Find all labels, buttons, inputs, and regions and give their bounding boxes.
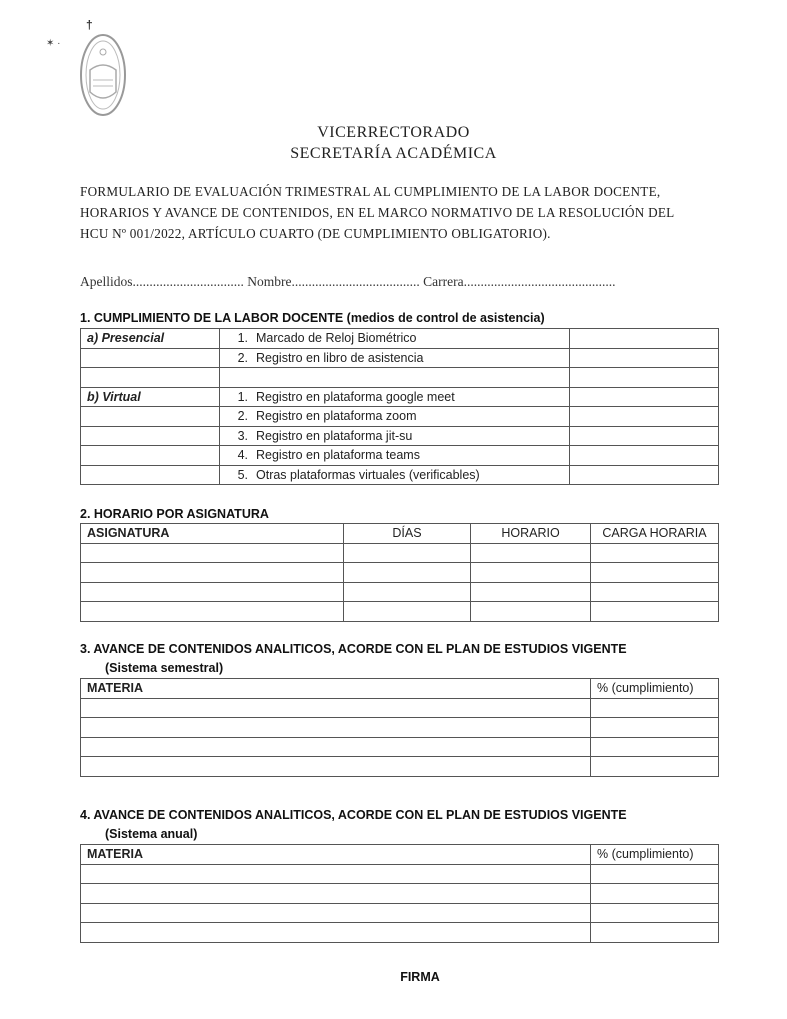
table-row (81, 387, 719, 407)
empty-cell (81, 407, 220, 427)
item-number: 4. (237, 448, 248, 463)
table-cell[interactable] (81, 923, 591, 943)
university-seal-icon (76, 30, 130, 120)
carrera-field[interactable]: ............................................. (463, 274, 616, 289)
item-number: 1. (237, 389, 248, 404)
item-text: Registro en plataforma google meet (256, 389, 455, 404)
form-title-line: FORMULARIO DE EVALUACIÓN TRIMESTRAL AL CUMPLIMIENTO DE LA LABOR DOCENTE, (80, 184, 661, 199)
form-title-line: HORARIOS Y AVANCE DE CONTENIDOS, EN EL MARCO NORMATIVO DE LA RESOLUCIÓN DEL (80, 205, 675, 220)
attendance-table (80, 328, 719, 485)
table-cell[interactable] (591, 737, 719, 757)
scan-mark: ✶ · (46, 38, 61, 49)
table-row (81, 582, 719, 602)
table-cell[interactable] (591, 563, 719, 583)
virtual-label (81, 387, 220, 407)
table-cell[interactable] (591, 757, 719, 777)
empty-cell (81, 348, 220, 368)
table-cell[interactable] (591, 884, 719, 904)
virtual-text: b) Virtual (87, 389, 141, 404)
column-header: MATERIA (81, 845, 591, 865)
empty-cell (81, 368, 220, 388)
column-header: HORARIO (471, 524, 591, 544)
item-text: Registro en plataforma teams (256, 448, 420, 463)
item-number: 5. (237, 467, 248, 482)
table-cell[interactable] (81, 563, 344, 583)
table-cell[interactable] (81, 582, 344, 602)
table-row (81, 757, 719, 777)
check-cell[interactable] (570, 387, 719, 407)
item-number: 2. (237, 409, 248, 424)
header-secretaria: SECRETARÍA ACADÉMICA (290, 145, 497, 162)
column-header: DÍAS (344, 524, 471, 544)
empty-cell (81, 446, 220, 466)
section1-title: 1. CUMPLIMIENTO DE LA LABOR DOCENTE (medios de control de asistencia) (80, 311, 545, 325)
list-item (220, 348, 570, 368)
table-cell[interactable] (344, 602, 471, 622)
table-cell[interactable] (81, 718, 591, 738)
table-row (81, 602, 719, 622)
table-cell[interactable] (591, 582, 719, 602)
check-cell[interactable] (570, 407, 719, 427)
item-text: Registro en libro de asistencia (256, 350, 424, 365)
table-row (81, 698, 719, 718)
form-title (80, 181, 720, 244)
table-row (81, 407, 719, 427)
check-cell[interactable] (570, 465, 719, 485)
column-header: % (cumplimiento) (591, 679, 719, 699)
check-cell[interactable] (570, 348, 719, 368)
table-cell[interactable] (591, 903, 719, 923)
empty-cell (81, 426, 220, 446)
item-number: 3. (237, 428, 248, 443)
nombre-field[interactable]: ...................................... (291, 274, 420, 289)
annual-content-table (80, 844, 719, 943)
table-row (81, 718, 719, 738)
header-vicerrectorado: VICERRECTORADO (317, 124, 470, 141)
item-text: Registro en plataforma zoom (256, 409, 417, 424)
apellidos-label: Apellidos (80, 274, 133, 289)
item-text: Registro en plataforma jit-su (256, 428, 413, 443)
check-cell[interactable] (570, 329, 719, 349)
nombre-label: Nombre (247, 274, 292, 289)
table-header-row (81, 679, 719, 699)
list-item (220, 329, 570, 349)
table-row (81, 923, 719, 943)
table-cell[interactable] (591, 864, 719, 884)
section3-subtitle: (Sistema semestral) (105, 661, 224, 675)
table-row (81, 329, 719, 349)
table-row (81, 446, 719, 466)
list-item (220, 387, 570, 407)
table-cell[interactable] (81, 903, 591, 923)
table-row (81, 884, 719, 904)
item-text: Otras plataformas virtuales (verificables) (256, 467, 480, 482)
item-number: 1. (237, 331, 248, 346)
table-header-row (81, 845, 719, 865)
check-cell[interactable] (570, 426, 719, 446)
table-cell[interactable] (591, 698, 719, 718)
table-cell[interactable] (471, 543, 591, 563)
table-cell[interactable] (591, 602, 719, 622)
schedule-table (80, 523, 719, 622)
table-row (81, 563, 719, 583)
table-cell[interactable] (81, 884, 591, 904)
carrera-label: Carrera (423, 274, 464, 289)
empty-cell (220, 368, 570, 388)
table-row (81, 465, 719, 485)
table-cell[interactable] (344, 582, 471, 602)
presencial-label (81, 329, 220, 349)
semester-content-table (80, 678, 719, 777)
check-cell[interactable] (570, 368, 719, 388)
item-number: 2. (237, 350, 248, 365)
column-header: CARGA HORARIA (591, 524, 719, 544)
table-row (81, 368, 719, 388)
column-header: MATERIA (81, 679, 591, 699)
table-row (81, 903, 719, 923)
list-item (220, 426, 570, 446)
table-cell[interactable] (591, 923, 719, 943)
table-row (81, 426, 719, 446)
table-cell[interactable] (471, 602, 591, 622)
section3-title: 3. AVANCE DE CONTENIDOS ANALITICOS, ACORDE CON EL PLAN DE ESTUDIOS VIGENTE (80, 642, 627, 656)
table-cell[interactable] (81, 737, 591, 757)
list-item (220, 465, 570, 485)
form-title-line: HCU Nº 001/2022, ARTÍCULO CUARTO (DE CUMPLIMIENTO OBLIGATORIO). (80, 226, 551, 241)
column-header: ASIGNATURA (81, 524, 344, 544)
table-header-row (81, 524, 719, 544)
table-cell[interactable] (81, 864, 591, 884)
section2-title: 2. HORARIO POR ASIGNATURA (80, 507, 269, 521)
table-cell[interactable] (344, 543, 471, 563)
apellidos-field[interactable]: ................................. (132, 274, 244, 289)
empty-cell (81, 465, 220, 485)
table-row (81, 543, 719, 563)
table-row (81, 348, 719, 368)
table-cell[interactable] (81, 698, 591, 718)
section4-title: 4. AVANCE DE CONTENIDOS ANALITICOS, ACORDE CON EL PLAN DE ESTUDIOS VIGENTE (80, 808, 627, 822)
table-cell[interactable] (591, 543, 719, 563)
table-cell[interactable] (81, 757, 591, 777)
table-row (81, 864, 719, 884)
signature-label: FIRMA (400, 970, 440, 984)
item-text: Marcado de Reloj Biométrico (256, 331, 417, 346)
table-cell[interactable] (591, 718, 719, 738)
section4-subtitle: (Sistema anual) (105, 827, 198, 841)
table-cell[interactable] (81, 602, 344, 622)
personal-fields (80, 274, 720, 290)
presencial-text: a) Presencial (87, 331, 165, 346)
column-header: % (cumplimiento) (591, 845, 719, 865)
table-cell[interactable] (344, 563, 471, 583)
table-cell[interactable] (471, 582, 591, 602)
table-row (81, 737, 719, 757)
table-cell[interactable] (81, 543, 344, 563)
check-cell[interactable] (570, 446, 719, 466)
scan-mark: † (86, 18, 93, 32)
table-cell[interactable] (471, 563, 591, 583)
list-item (220, 407, 570, 427)
list-item (220, 446, 570, 466)
